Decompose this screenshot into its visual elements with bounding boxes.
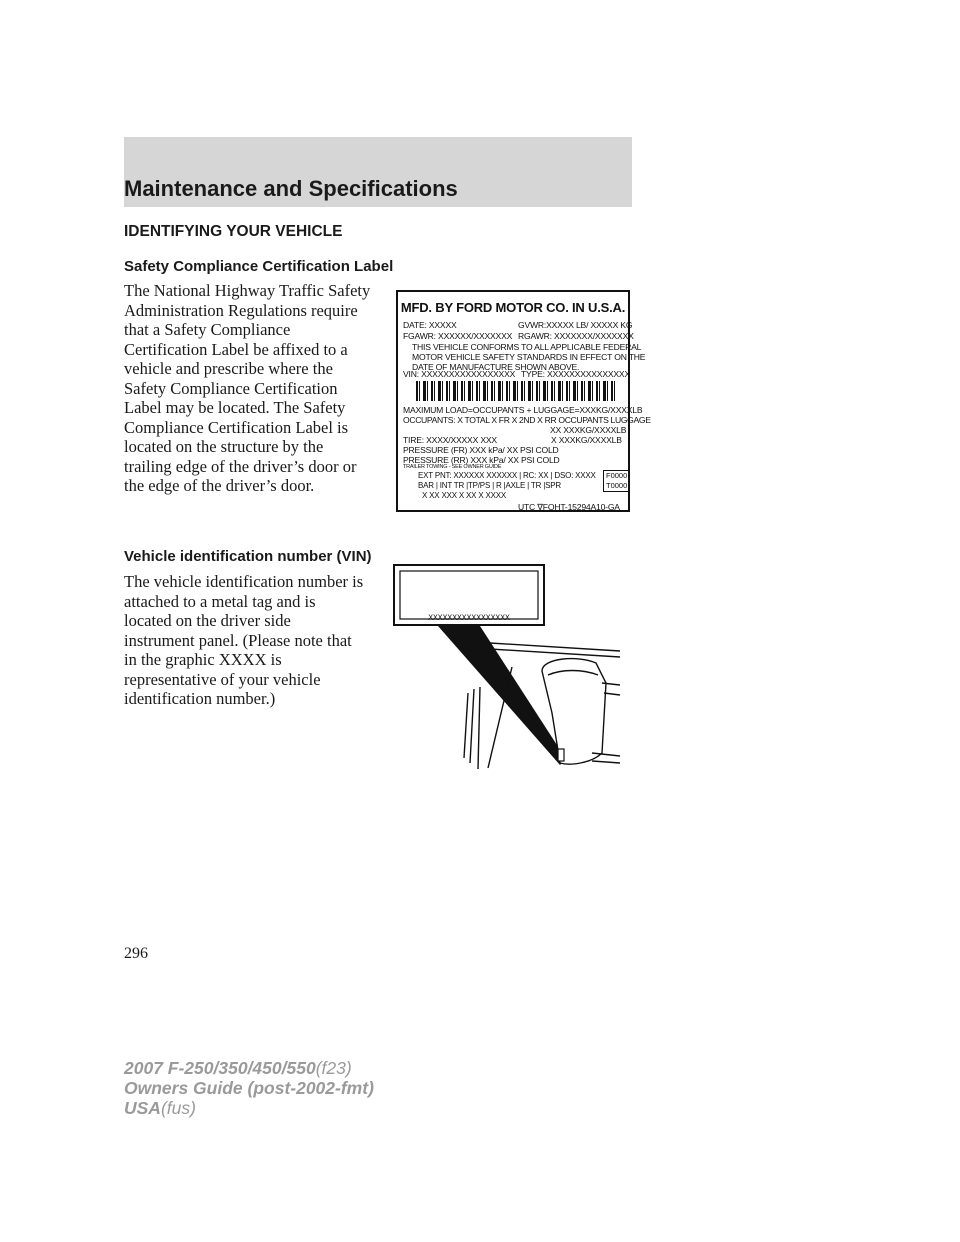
label-utc: UTC ∇FOHT-15294A10-GA	[518, 502, 620, 512]
label-type: TYPE: XXXXXXXXXXXXXXX	[521, 369, 631, 379]
label-code-2: T0000	[606, 481, 628, 490]
label-date: DATE: XXXXX	[403, 320, 457, 330]
footer-model-code: (f23)	[315, 1058, 352, 1078]
label-occupants-row-2: X XXXKG/XXXXLB	[551, 435, 622, 445]
label-code-box	[603, 470, 629, 492]
label-trailer-towing: TRAILER TOWING - SEE OWNER GUIDE	[403, 464, 502, 470]
label-fgawr: FGAWR: XXXXXX/XXXXXXX	[403, 331, 513, 341]
label-tire: TIRE: XXXX/XXXXX XXX	[403, 435, 497, 445]
label-max-load: MAXIMUM LOAD=OCCUPANTS + LUGGAGE=XXXKG/XXXXLB	[403, 405, 643, 415]
label-conform-1: THIS VEHICLE CONFORMS TO ALL APPLICABLE FEDERAL	[412, 342, 642, 352]
label-code-1: F0000	[606, 471, 628, 480]
label-codes-values: X XX XXX X XX X XXXX	[422, 491, 507, 500]
label-title: MFD. BY FORD MOTOR CO. IN U.S.A.	[400, 300, 626, 315]
page-title: Maintenance and Specifications	[124, 176, 458, 201]
safety-label-paragraph: The National Highway Traffic Safety Administration Regulations require that a Safety Compliance Certification Label be affixed to a vehicle and prescribe where the Safety Compliance Certification Label may be located. The Safety Compliance Certification Label is located on the structure by the trailing edge of the driver’s door or the edge of the driver’s door.	[124, 281, 371, 495]
label-codes-head: BAR | INT TR |TP/PS | R |AXLE | TR |SPR	[418, 481, 561, 490]
vin-tag-location	[558, 749, 564, 761]
vin-paragraph: The vehicle identification number is attached to a metal tag and is located on the driver side instrument panel. (Please note that in the graphic XXXX is representative of your vehicle identification number.)	[124, 572, 364, 708]
label-pressure-front: PRESSURE (FR) XXX kPa/ XX PSI COLD	[403, 445, 559, 455]
label-occupants: OCCUPANTS: X TOTAL X FR X 2ND X RR OCCUPANTS LUGGAGE	[403, 415, 651, 425]
label-conform-2: MOTOR VEHICLE SAFETY STANDARDS IN EFFECT ON THE	[412, 352, 646, 362]
barcode	[416, 381, 616, 401]
footer-market: USA	[124, 1098, 161, 1118]
label-rgawr: RGAWR: XXXXXXX/XXXXXXX	[518, 331, 634, 341]
vin-tag-text: XXXXXXXXXXXXXXXXX	[428, 614, 510, 623]
page-number: 296	[124, 945, 148, 962]
label-vin: VIN: XXXXXXXXXXXXXXXXX	[403, 369, 516, 379]
section-heading: IDENTIFYING YOUR VEHICLE	[124, 223, 343, 240]
safety-compliance-label	[396, 290, 651, 512]
label-conform-3: DATE OF MANUFACTURE SHOWN ABOVE.	[412, 362, 580, 372]
footer-guide: Owners Guide (post-2002-fmt)	[124, 1078, 374, 1098]
label-pressure-rear: PRESSURE (RR) XXX kPa/ XX PSI COLD	[403, 455, 560, 465]
footer-market-code: (fus)	[160, 1098, 196, 1118]
label-occupants-row-1: XX XXXKG/XXXXLB	[550, 425, 627, 435]
vin-heading: Vehicle identification number (VIN)	[124, 548, 372, 565]
safety-label-heading: Safety Compliance Certification Label	[124, 258, 394, 275]
vin-tag-illustration	[392, 563, 632, 778]
label-gvwr: GVWR:XXXXX LB/ XXXXX KG	[518, 320, 633, 330]
vin-tag-inner	[400, 571, 538, 619]
footer	[124, 1058, 374, 1118]
footer-model: 2007 F-250/350/450/550	[124, 1058, 316, 1078]
label-ext-paint: EXT PNT: XXXXXX XXXXXX | RC: XX | DSO: XXXX	[418, 471, 596, 480]
